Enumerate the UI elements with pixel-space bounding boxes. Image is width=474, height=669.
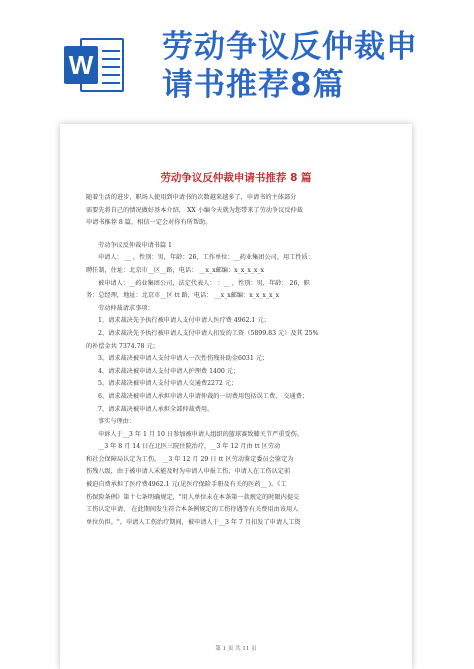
- document-page: [60, 124, 412, 669]
- body-line: 4、请求裁决被申请人支付申请人护理费 1400 元；: [98, 367, 240, 375]
- body-line: 务：总经理，地址：北京市__区 tt 路，电话： __x_x邮编：x_x_x_x_x: [86, 292, 280, 300]
- body-line: 单位负担。"。申请人工伤治疗期间，被申请人于__3 年 7 月扣发了申请人工资: [86, 518, 301, 526]
- body-line: 2、请求裁决先予执行被申请人支付申请人扣发的工资（5899.83 元）及其 25%: [98, 329, 319, 337]
- body-line: 聘任制，住址：北京市__区__路，电话： __x_x邮编：x_x_x_x_x: [86, 266, 264, 274]
- word-badge: W: [64, 46, 98, 84]
- body-line: 工伤认定申请， 在此期间发生符合本条例规定的工伤待遇等有关费用由该用人: [86, 506, 299, 514]
- body-line: 伤保险条例》第十七条明确规定，"用人单位未在本条第一款规定的时限内提交: [86, 493, 300, 501]
- body-line: 被迫自费承担了医疗费4962.1 元(见医疗保险手册及有关的医药__ )。《工: [86, 481, 287, 489]
- body-line: 劳动仲裁请求事项：: [98, 304, 154, 312]
- banner-title-line-1: 劳动争议反仲裁申: [162, 29, 418, 65]
- body-line: 申诉人于__3 年 1 月 10 日参加被申请人组织的篮球赛致膝关节严重受伤。: [98, 430, 304, 438]
- body-line: 6、请求裁决被申请人承担申请人申请仲裁的一切费用包括误工费、 交通费；: [98, 392, 309, 400]
- body-line: 事实与理由：: [98, 418, 136, 426]
- page-number-footer: 第 1 页 共 11 页: [215, 646, 257, 652]
- body-line: __3 年 8 月 14 日在北医三院住院治疗，__3 年 12 月由 tt 区劳动: [98, 443, 281, 451]
- body-line: 7、请求裁决被申请人承担全部仲裁费用。: [98, 405, 214, 413]
- body-line: 1、请求裁决先予执行被申请人支付申请人医疗费 4962.1 元；: [98, 317, 270, 325]
- document-body: [86, 192, 386, 529]
- intro-line: 随着生活的进步，职场人使用到申请书的次数越来越多了，申请书的主体部分: [86, 194, 297, 201]
- intro-line: 需要先将自己的情况做好基本介绍， XX 小编今天就为您带来了劳动争议反仲裁: [86, 206, 303, 214]
- body-line: 申请人： __ ，性别：男，年龄：26，工作单位：__药业集团公司，用工性质：: [98, 254, 314, 262]
- body-line: 伤残八级，由于被申请人未能及时为申请人申报工伤，申请人在工伤认定前: [86, 468, 291, 476]
- body-line: 的补偿金共 7374.78 元；: [86, 342, 159, 350]
- body-line: 3、请求裁决被申请人支付申请人一次性伤残补助金6031 元；: [98, 355, 269, 363]
- document-title: 劳动争议反仲裁申请书推荐 8 篇: [160, 172, 312, 184]
- body-line: 5、请求裁决被申请人支付申请人交通费2272 元；: [98, 380, 238, 388]
- banner-title-line-2: 请书推荐8篇: [162, 67, 345, 103]
- body-line: 被申请人：__药业集团公司，法定代表人： ：__ ，性别：男，年龄： 26，职: [98, 279, 310, 287]
- banner: [0, 0, 474, 120]
- banner-title: [162, 28, 462, 104]
- intro-line: 申请书推荐 8 篇，相信一定会对你有所帮助。: [86, 219, 212, 227]
- section-title: 劳动争议反仲裁申请书篇 1: [98, 241, 172, 249]
- word-document-icon: [64, 38, 128, 92]
- body-line: 和社会保障局认定为工伤。 __3 年 12 月 29 日 tt 区劳动鉴定委员会鉴定为: [86, 455, 294, 463]
